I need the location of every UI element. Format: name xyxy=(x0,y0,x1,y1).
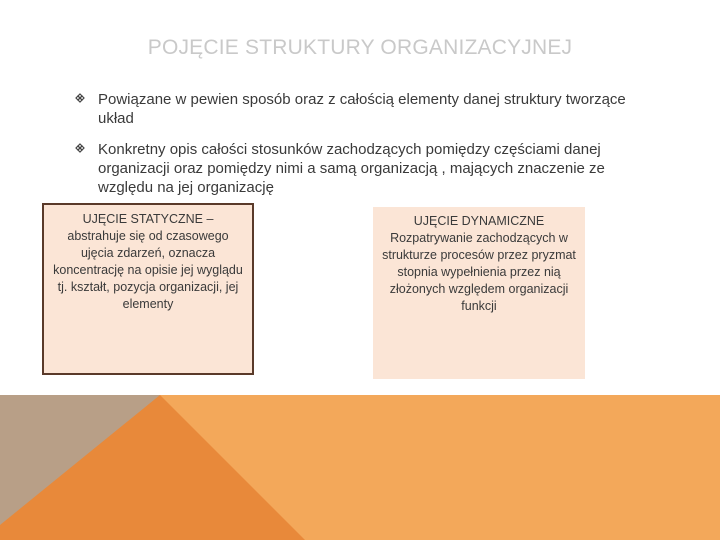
bullet-list xyxy=(72,90,652,209)
bullet-text: Konkretny opis całości stosunków zachodzących pomiędzy częściami danej organizacji oraz pomiędzy nimi a samą organizacją , mających znaczenie ze względu na jej organizację xyxy=(98,141,605,196)
decorative-footer-shapes xyxy=(0,395,720,540)
slide-title: POJĘCIE STRUKTURY ORGANIZACYJNEJ xyxy=(147,36,573,59)
bullet-item xyxy=(72,140,652,197)
bullet-item xyxy=(72,90,652,128)
dynamic-approach-box: UJĘCIE DYNAMICZNE Rozpatrywanie zachodzących w strukturze procesów przez pryzmat stopnia wypełnienia przez nią złożonych względem organizacji funkcji xyxy=(373,207,585,379)
diamond-bullet-icon xyxy=(72,140,90,159)
diamond-bullet-icon xyxy=(72,90,90,109)
static-approach-box: UJĘCIE STATYCZNE – abstrahuje się od czasowego ujęcia zdarzeń, oznacza koncentrację na opisie jej wyglądu tj. kształt, pozycja organizacji, jej elementy xyxy=(42,203,254,375)
bullet-text: Powiązane w pewien sposób oraz z całością elementy danej struktury tworzące układ xyxy=(98,91,626,127)
